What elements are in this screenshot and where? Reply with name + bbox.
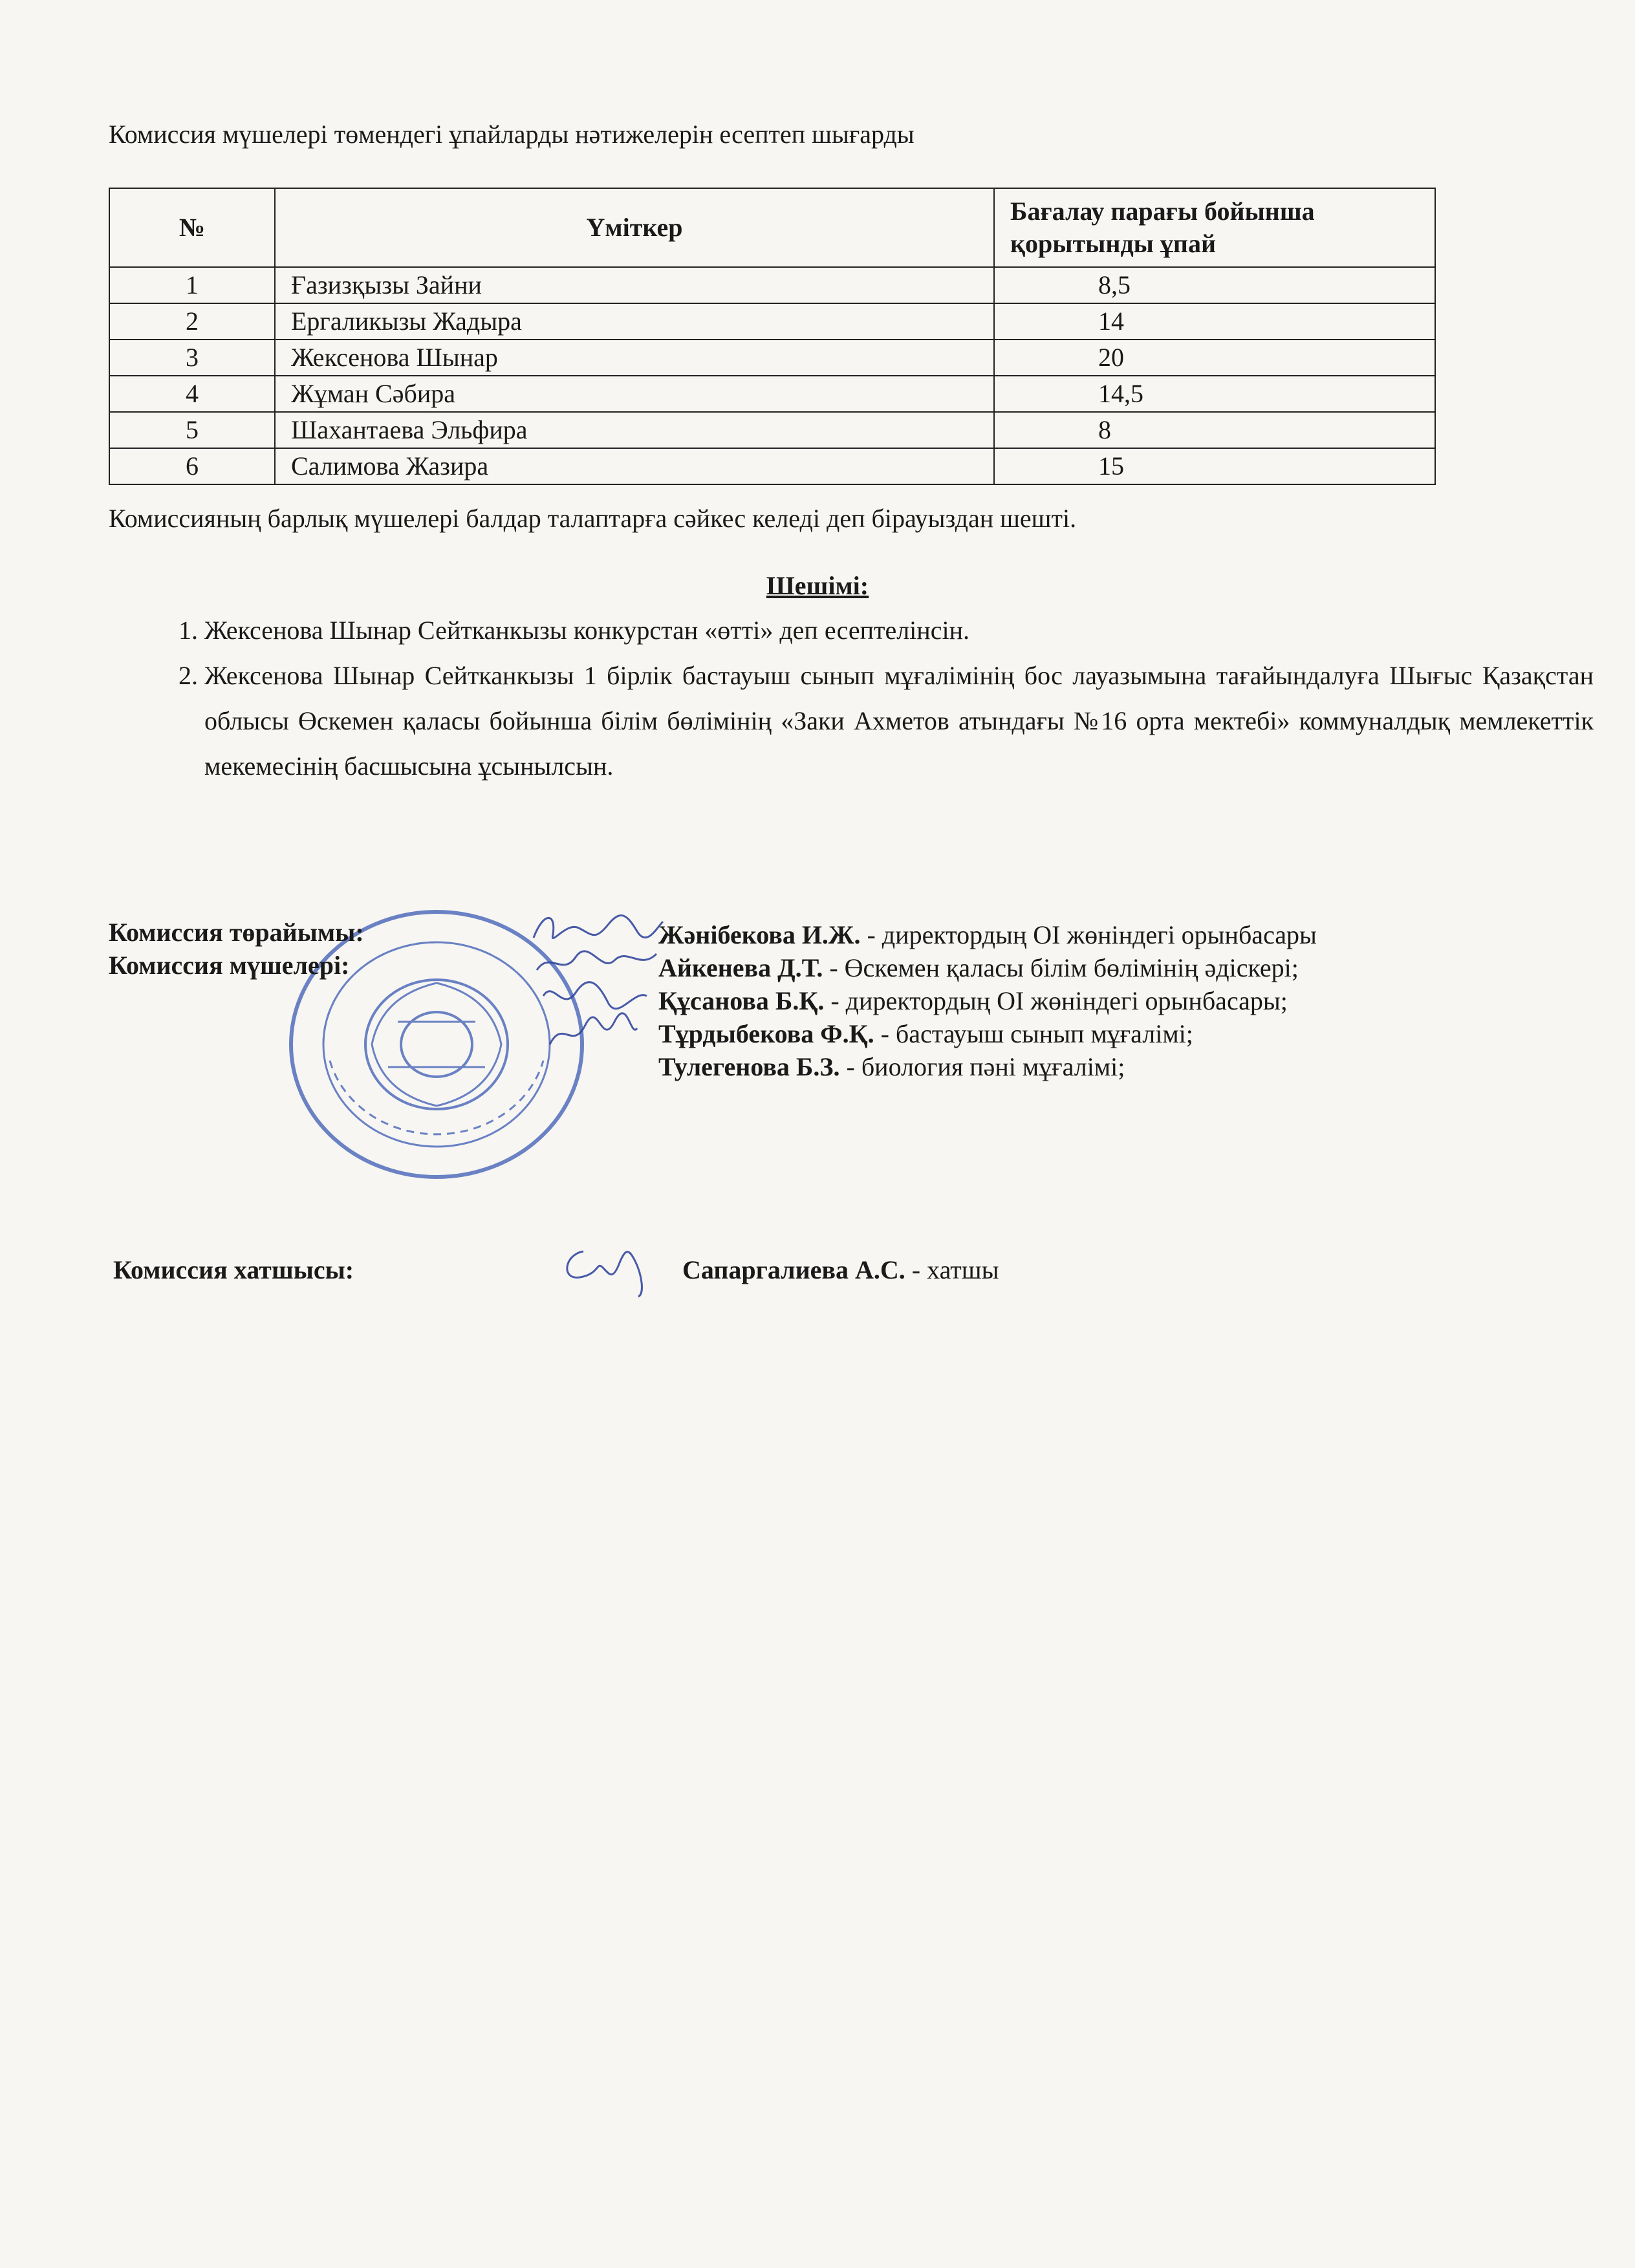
row-number: 2 <box>109 303 275 340</box>
row-number: 5 <box>109 412 275 448</box>
member-entry <box>658 984 1317 1017</box>
intro-text: Комиссия мүшелері төмендегі ұпайларды нәтижелерін есептеп шығарды <box>109 120 915 149</box>
row-score: 15 <box>994 448 1435 484</box>
member-entry <box>658 918 1317 951</box>
row-score: 14,5 <box>994 376 1435 412</box>
table-row <box>109 448 1435 484</box>
decision-title: Шешімі: <box>766 571 869 600</box>
row-number: 6 <box>109 448 275 484</box>
members-label-text: Комиссия мүшелері: <box>109 951 350 980</box>
member-name: Тулегенова Б.З. <box>658 1052 840 1081</box>
row-score: 8,5 <box>994 267 1435 303</box>
secretary-entry <box>682 1255 999 1285</box>
member-name: Жәнібекова И.Ж. <box>658 920 861 949</box>
header-number: № <box>109 188 275 267</box>
signature-secretary-icon <box>558 1242 655 1300</box>
secretary-label <box>113 1255 354 1285</box>
member-name: Айкенева Д.Т. <box>658 953 823 982</box>
row-number: 3 <box>109 340 275 376</box>
row-score: 14 <box>994 303 1435 340</box>
table-row <box>109 267 1435 303</box>
row-candidate: Жексенова Шынар <box>275 340 994 376</box>
member-entry <box>658 1050 1317 1083</box>
member-role: - Өскемен қаласы білім бөлімінің әдіскері; <box>823 953 1299 982</box>
member-name: Құсанова Б.Қ. <box>658 986 825 1015</box>
secretary-role: - хатшы <box>905 1255 999 1284</box>
row-candidate: Ергаликызы Жадыра <box>275 303 994 340</box>
member-name: Тұрдыбекова Ф.Қ. <box>658 1019 874 1048</box>
signature-member-icon <box>537 977 653 1015</box>
chair-label <box>109 917 364 947</box>
table-row <box>109 340 1435 376</box>
table-row <box>109 303 1435 340</box>
member-role: - директордың ОІ жөніндегі орынбасары; <box>824 986 1288 1015</box>
row-candidate: Жұман Сәбира <box>275 376 994 412</box>
row-candidate: Ғазизқызы Зайни <box>275 267 994 303</box>
table-row <box>109 376 1435 412</box>
secretary-label-text: Комиссия хатшысы: <box>113 1255 354 1284</box>
header-score: Бағалау парағы бойынша қорытынды ұпай <box>994 188 1435 267</box>
chair-label-text: Комиссия төрайымы: <box>109 918 364 947</box>
row-number: 1 <box>109 267 275 303</box>
member-role: - биология пәні мұғалімі; <box>839 1052 1125 1081</box>
decision-item: 2. Жексенова Шынар Сейтканкызы 1 бірлік бастауыш сынып мұғалімінің бос лауазымына тағайындалуға Шығыс Қазақстан облысы Өскемен қаласы бойынша білім бөлімінің «Заки Ахметов атындағы №16 орта мектебі» коммуналдық мемлекеттік мекемесінің басшысына ұсынылсын. <box>204 653 1594 789</box>
member-role: - директордың ОІ жөніндегі орынбасары <box>860 920 1317 949</box>
table-header-row <box>109 188 1435 267</box>
secretary-name: Сапаргалиева А.С. <box>682 1255 905 1284</box>
table-row <box>109 412 1435 448</box>
members-label <box>109 950 349 980</box>
signature-member-icon <box>543 1012 640 1057</box>
decision-item: 1. Жексенова Шынар Сейтканкызы конкурстан «өтті» деп есептелінсін. <box>204 608 1594 653</box>
row-number: 4 <box>109 376 275 412</box>
row-score: 20 <box>994 340 1435 376</box>
unanimous-decision-text: Комиссияның барлық мүшелері балдар талаптарға сәйкес келеді деп бірауыздан шешті. <box>109 504 1077 533</box>
row-candidate: Салимова Жазира <box>275 448 994 484</box>
member-entry <box>658 951 1317 984</box>
member-role: - бастауыш сынып мұғалімі; <box>874 1019 1193 1048</box>
scores-table <box>109 188 1436 485</box>
row-candidate: Шахантаева Эльфира <box>275 412 994 448</box>
member-entry <box>658 1017 1317 1050</box>
members-list <box>658 918 1317 1083</box>
header-candidate: Үміткер <box>275 188 994 267</box>
decision-list <box>109 608 1594 789</box>
row-score: 8 <box>994 412 1435 448</box>
signature-chair-icon <box>530 909 666 947</box>
